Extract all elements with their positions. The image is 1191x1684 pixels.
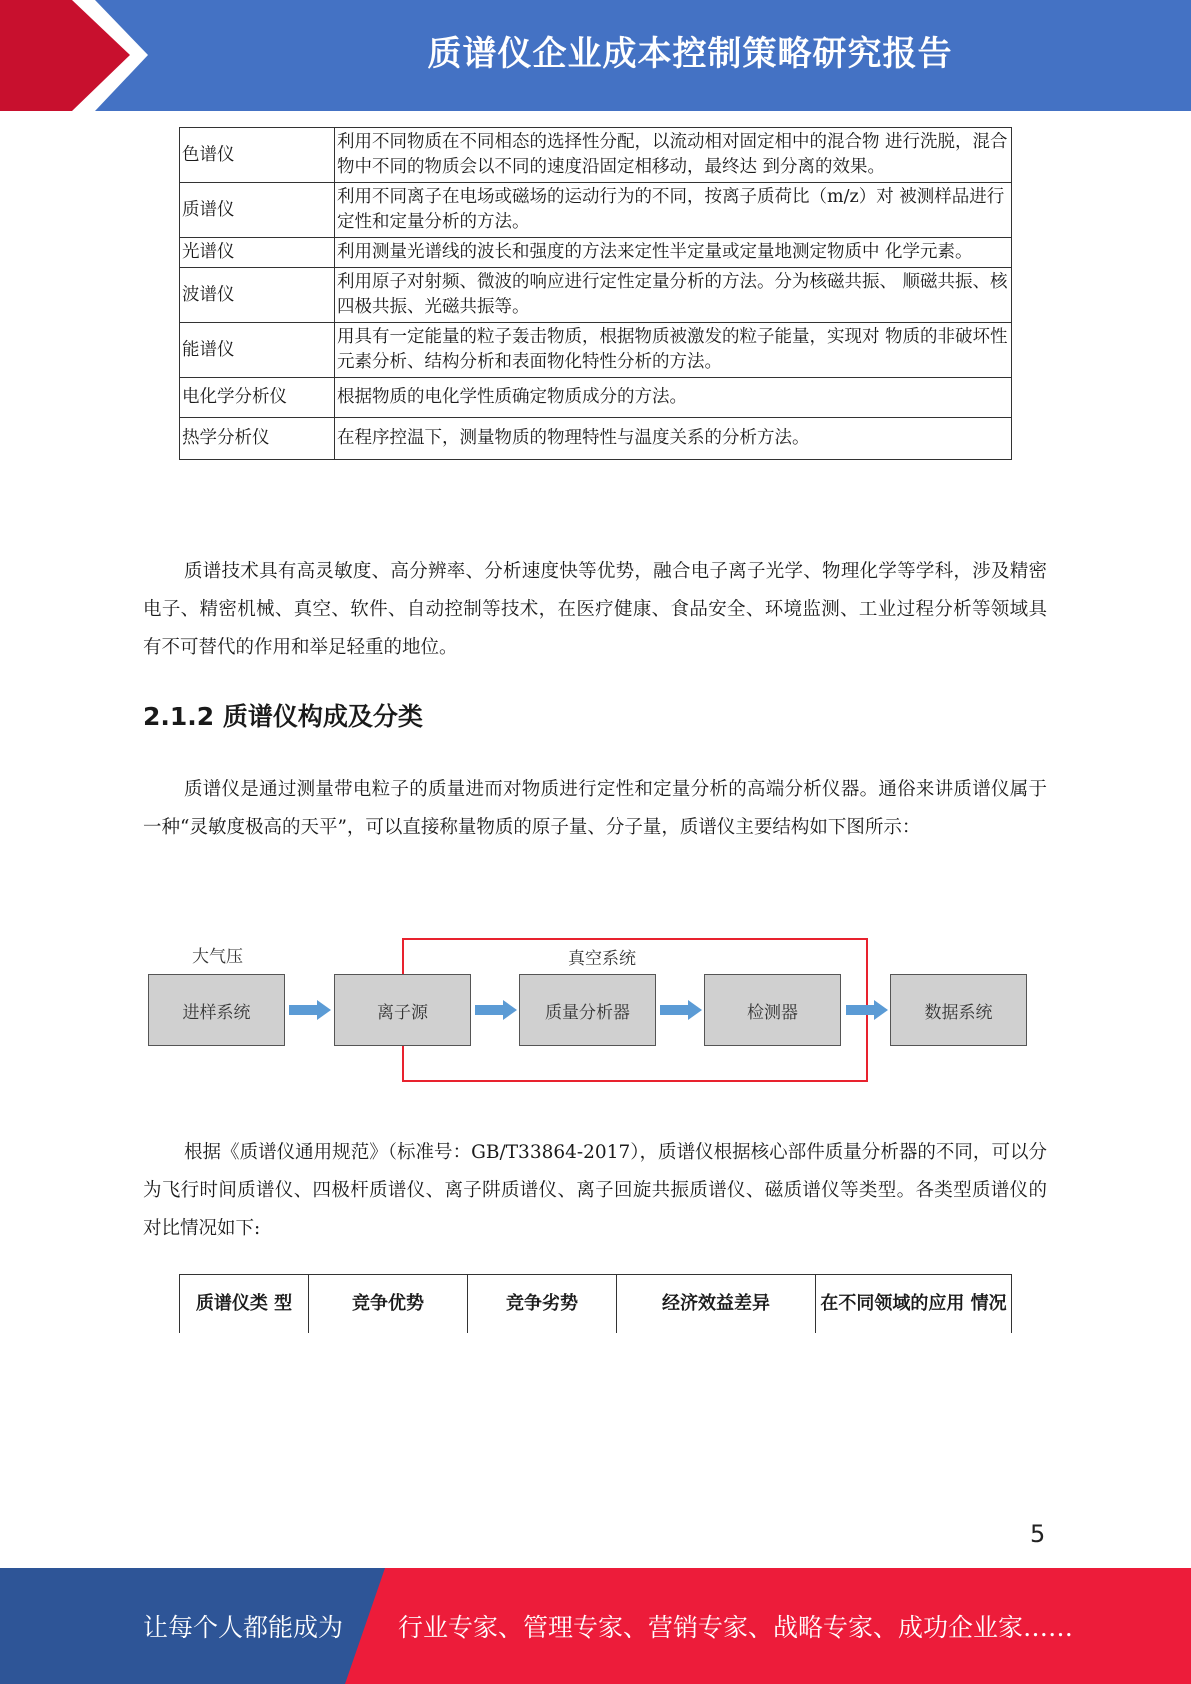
instrument-desc: 用具有一定能量的粒子轰击物质，根据物质被激发的粒子能量，实现对 物质的非破坏性元素分析、结构分析和表面物化特性分析的方法。 (335, 323, 1012, 378)
instrument-name: 能谱仪 (180, 323, 335, 378)
table-header-row (180, 1275, 1012, 1334)
instrument-name: 波谱仪 (180, 268, 335, 323)
table-header-cell: 竞争优势 (309, 1275, 468, 1334)
arrow-right-icon (660, 1000, 702, 1020)
report-title: 质谱仪企业成本控制策略研究报告 (427, 34, 953, 74)
section-heading: 2.1.2 质谱仪构成及分类 (143, 702, 423, 731)
instrument-name: 光谱仪 (180, 238, 335, 268)
page-header (0, 0, 1191, 111)
instrument-table (179, 127, 1012, 460)
table-row (180, 268, 1012, 323)
diagram-box-data-system: 数据系统 (890, 974, 1027, 1046)
arrow-right-icon (475, 1000, 517, 1020)
table-header-cell: 经济效益差异 (617, 1275, 816, 1334)
body-paragraph: 质谱仪是通过测量带电粒子的质量进而对物质进行定性和定量分析的高端分析仪器。通俗来讲质谱仪属于一种“灵敏度极高的天平”，可以直接称量物质的原子量、分子量，质谱仪主要结构如下图所示： (143, 779, 1047, 838)
vacuum-label: 真空系统 (568, 949, 636, 969)
body-paragraph: 根据《质谱仪通用规范》（标准号：GB/T33864-2017），质谱仪根据核心部件质量分析器的不同，可以分为飞行时间质谱仪、四极杆质谱仪、离子阱质谱仪、离子回旋共振质谱仪、磁质谱仪等类型。各类型质谱仪的对比情况如下: (143, 1142, 1047, 1239)
table-row (180, 323, 1012, 378)
instrument-desc: 在程序控温下，测量物质的物理特性与温度关系的分析方法。 (335, 418, 1012, 460)
page-footer (0, 1568, 1191, 1684)
header-chevron-icon (0, 0, 160, 111)
table-header-cell: 竞争劣势 (468, 1275, 617, 1334)
diagram-box-sampling: 进样系统 (148, 974, 285, 1046)
diagram-box-detector: 检测器 (704, 974, 841, 1046)
table-row (180, 418, 1012, 460)
diagram-box-ion-source: 离子源 (334, 974, 471, 1046)
table-header-cell: 质谱仪类 型 (180, 1275, 309, 1334)
instrument-name: 色谱仪 (180, 128, 335, 183)
arrow-right-icon (289, 1000, 331, 1020)
table-row (180, 378, 1012, 418)
table-header-cell: 在不同领域的应用 情况 (816, 1275, 1012, 1334)
table-row (180, 238, 1012, 268)
instrument-desc: 利用不同物质在不同相态的选择性分配，以流动相对固定相中的混合物 进行洗脱，混合物中不同的物质会以不同的速度沿固定相移动，最终达 到分离的效果。 (335, 128, 1012, 183)
page-number: 5 (1030, 1520, 1046, 1548)
arrow-right-icon (846, 1000, 888, 1020)
footer-slogan-right: 行业专家、管理专家、营销专家、战略专家、成功企业家…… (398, 1613, 1074, 1642)
instrument-name: 质谱仪 (180, 183, 335, 238)
table-row (180, 183, 1012, 238)
diagram-box-mass-analyzer: 质量分析器 (519, 974, 656, 1046)
instrument-name: 热学分析仪 (180, 418, 335, 460)
instrument-desc: 利用原子对射频、微波的响应进行定性定量分析的方法。分为核磁共振、 顺磁共振、核四极共振、光磁共振等。 (335, 268, 1012, 323)
instrument-desc: 根据物质的电化学性质确定物质成分的方法。 (335, 378, 1012, 418)
table-row (180, 128, 1012, 183)
comparison-table (179, 1274, 1012, 1333)
body-paragraph: 质谱技术具有高灵敏度、高分辨率、分析速度快等优势，融合电子离子光学、物理化学等学科，涉及精密电子、精密机械、真空、软件、自动控制等技术，在医疗健康、食品安全、环境监测、工业过程分析等领域具有不可替代的作用和举足轻重的地位。 (143, 561, 1047, 658)
atmosphere-label: 大气压 (192, 947, 243, 967)
instrument-desc: 利用不同离子在电场或磁场的运动行为的不同，按离子质荷比（m/z）对 被测样品进行定性和定量分析的方法。 (335, 183, 1012, 238)
instrument-name: 电化学分析仪 (180, 378, 335, 418)
instrument-desc: 利用测量光谱线的波长和强度的方法来定性半定量或定量地测定物质中 化学元素。 (335, 238, 1012, 268)
footer-slogan-left: 让每个人都能成为 (143, 1613, 344, 1642)
mass-spectrometer-structure-diagram (140, 930, 1040, 1090)
